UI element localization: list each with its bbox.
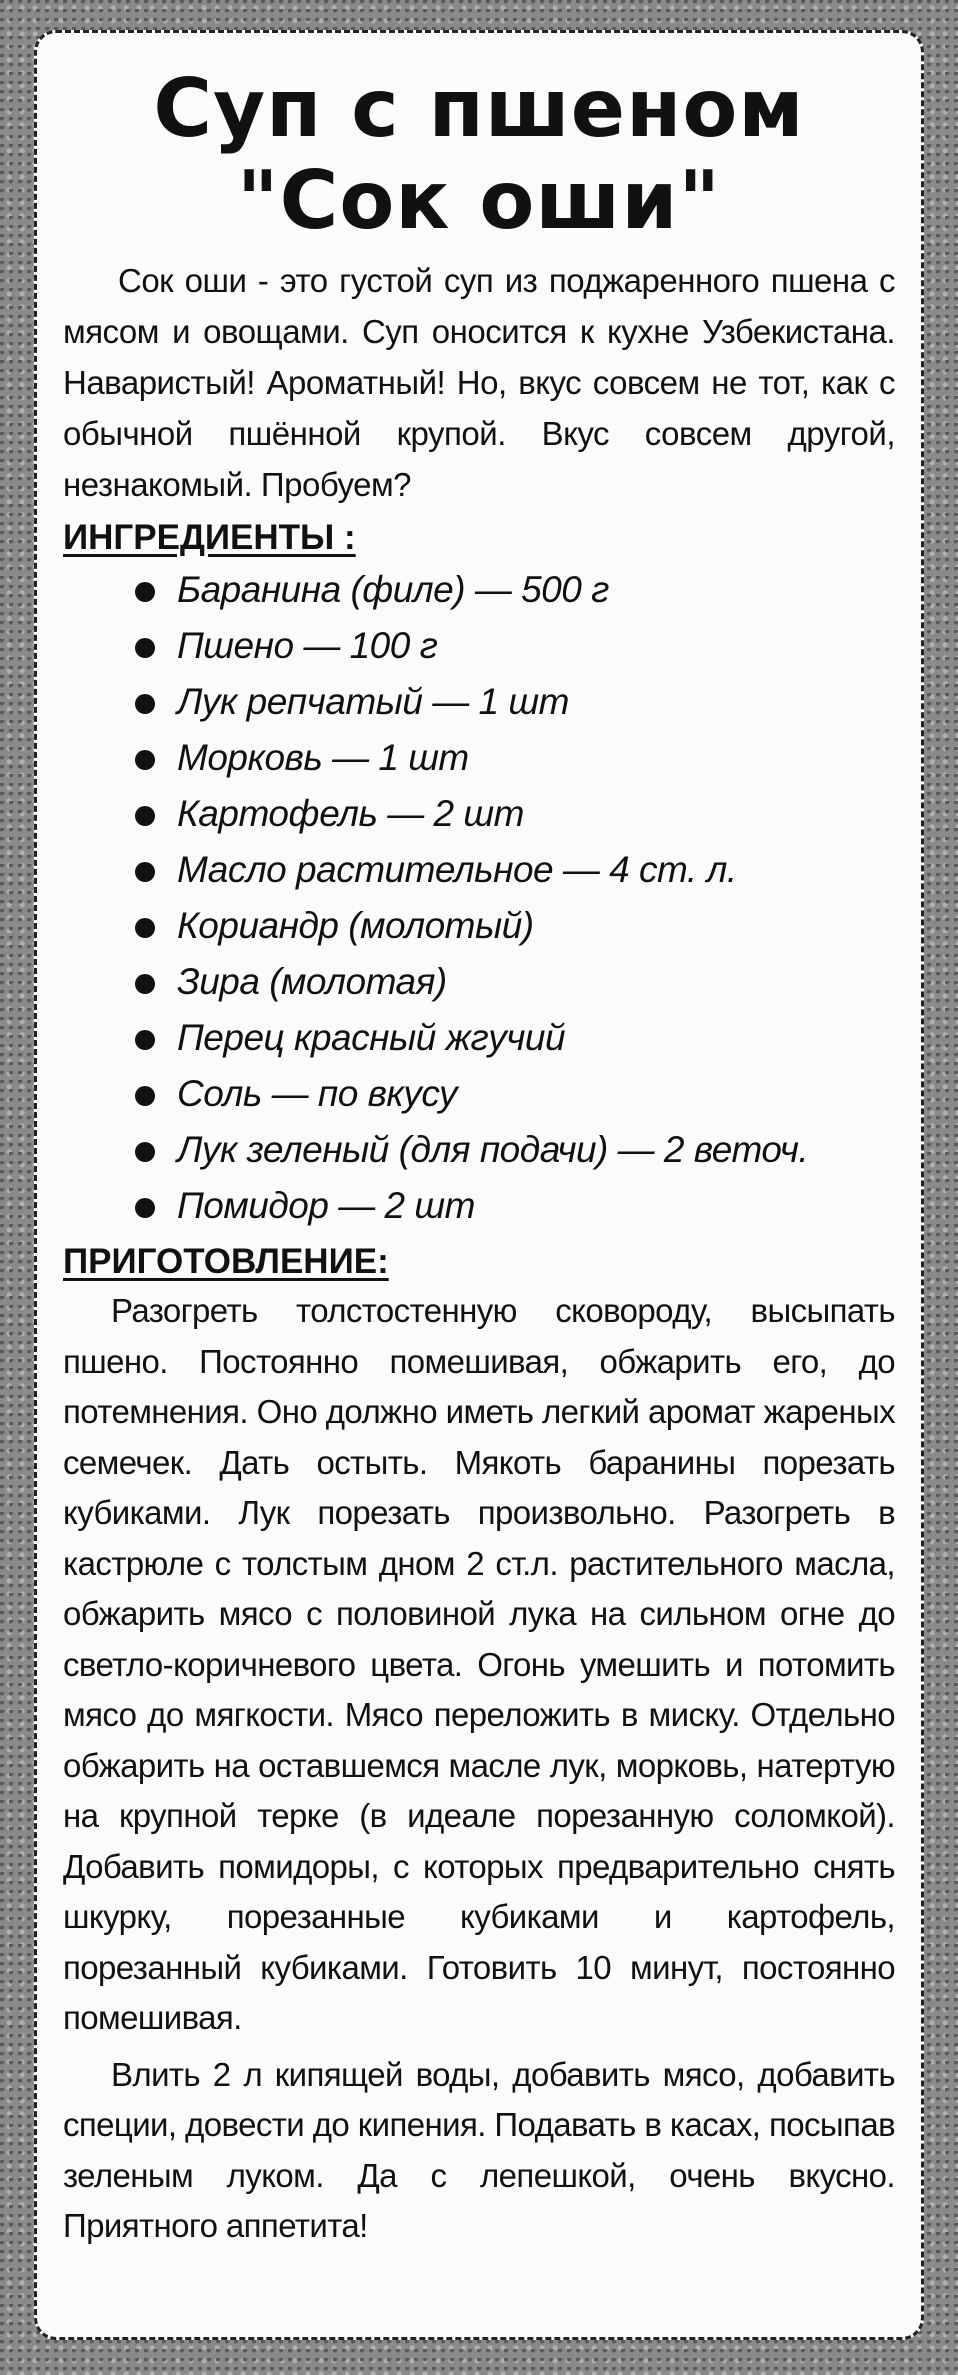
ingredients-list (63, 562, 895, 1234)
bullet-icon (135, 694, 155, 714)
recipe-title (63, 63, 895, 247)
ingredient-item: Морковь — 1 шт (135, 730, 895, 786)
ingredient-item: Соль — по вкусу (135, 1066, 895, 1122)
bullet-icon (135, 1142, 155, 1162)
bullet-icon (135, 582, 155, 602)
preparation-paragraph-2: Влить 2 л кипящей воды, добавить мясо, добавить специи, довести до кипения. Подавать в касах, посыпав зеленым луком. Да с лепешкой, очень вкусно. Приятного аппетита! (63, 2055, 895, 2244)
bullet-icon (135, 806, 155, 826)
bullet-icon (135, 1198, 155, 1218)
preparation-heading: ПРИГОТОВЛЕНИЕ: (63, 1242, 389, 1281)
ingredient-item: Пшено — 100 г (135, 618, 895, 674)
bullet-icon (135, 750, 155, 770)
title-line-2: "Сок оши" (236, 154, 722, 247)
ingredient-item: Баранина (филе) — 500 г (135, 562, 895, 618)
bullet-icon (135, 1030, 155, 1050)
bullet-icon (135, 918, 155, 938)
recipe-clipping (34, 30, 924, 2340)
bullet-icon (135, 974, 155, 994)
intro-paragraph: Сок оши - это густой суп из поджаренного пшена с мясом и овощами. Суп оносится к кухне Узбекистана. Наваристый! Ароматный! Но, вкус совсем не тот, как с обычной пшённой крупой. Вкус совсем другой, незнакомый. Пробуем? (63, 262, 895, 503)
bullet-icon (135, 1086, 155, 1106)
ingredient-item: Лук зеленый (для подачи) — 2 веточ. (135, 1122, 895, 1178)
ingredient-item: Масло растительное — 4 ст. л. (135, 842, 895, 898)
ingredient-item: Кориандр (молотый) (135, 898, 895, 954)
ingredients-heading: ИНГРЕДИЕНТЫ : (63, 518, 356, 557)
ingredient-item: Зира (молотая) (135, 954, 895, 1010)
preparation-paragraph-1: Разогреть толстостенную сковороду, высыпать пшено. Постоянно помешивая, обжарить его, до потемнения. Оно должно иметь легкий аромат жареных семечек. Дать остыть. Мякоть баранины порезать кубиками. Лук порезать произвольно. Разогреть в кастрюле с толстым дном 2 ст.л. растительного масла, обжарить мясо с половиной лука на сильном огне до светло-коричневого цвета. Огонь умешить и потомить мясо до мягкости. Мясо переложить в миску. Отдельно обжарить на оставшемся масле лук, морковь, натертую на крупной терке (в идеале порезанную соломкой). Добавить помидоры, с которых предварительно снять шкурку, порезанные кубиками и картофель, порезанный кубиками. Готовить 10 минут, постоянно помешивая. (63, 1292, 895, 2036)
bullet-icon (135, 862, 155, 882)
bullet-icon (135, 638, 155, 658)
title-line-1: Суп с пшеном (153, 62, 805, 155)
ingredient-item: Лук репчатый — 1 шт (135, 674, 895, 730)
ingredient-item: Картофель — 2 шт (135, 786, 895, 842)
ingredient-item: Перец красный жгучий (135, 1010, 895, 1066)
ingredient-item: Помидор — 2 шт (135, 1178, 895, 1234)
